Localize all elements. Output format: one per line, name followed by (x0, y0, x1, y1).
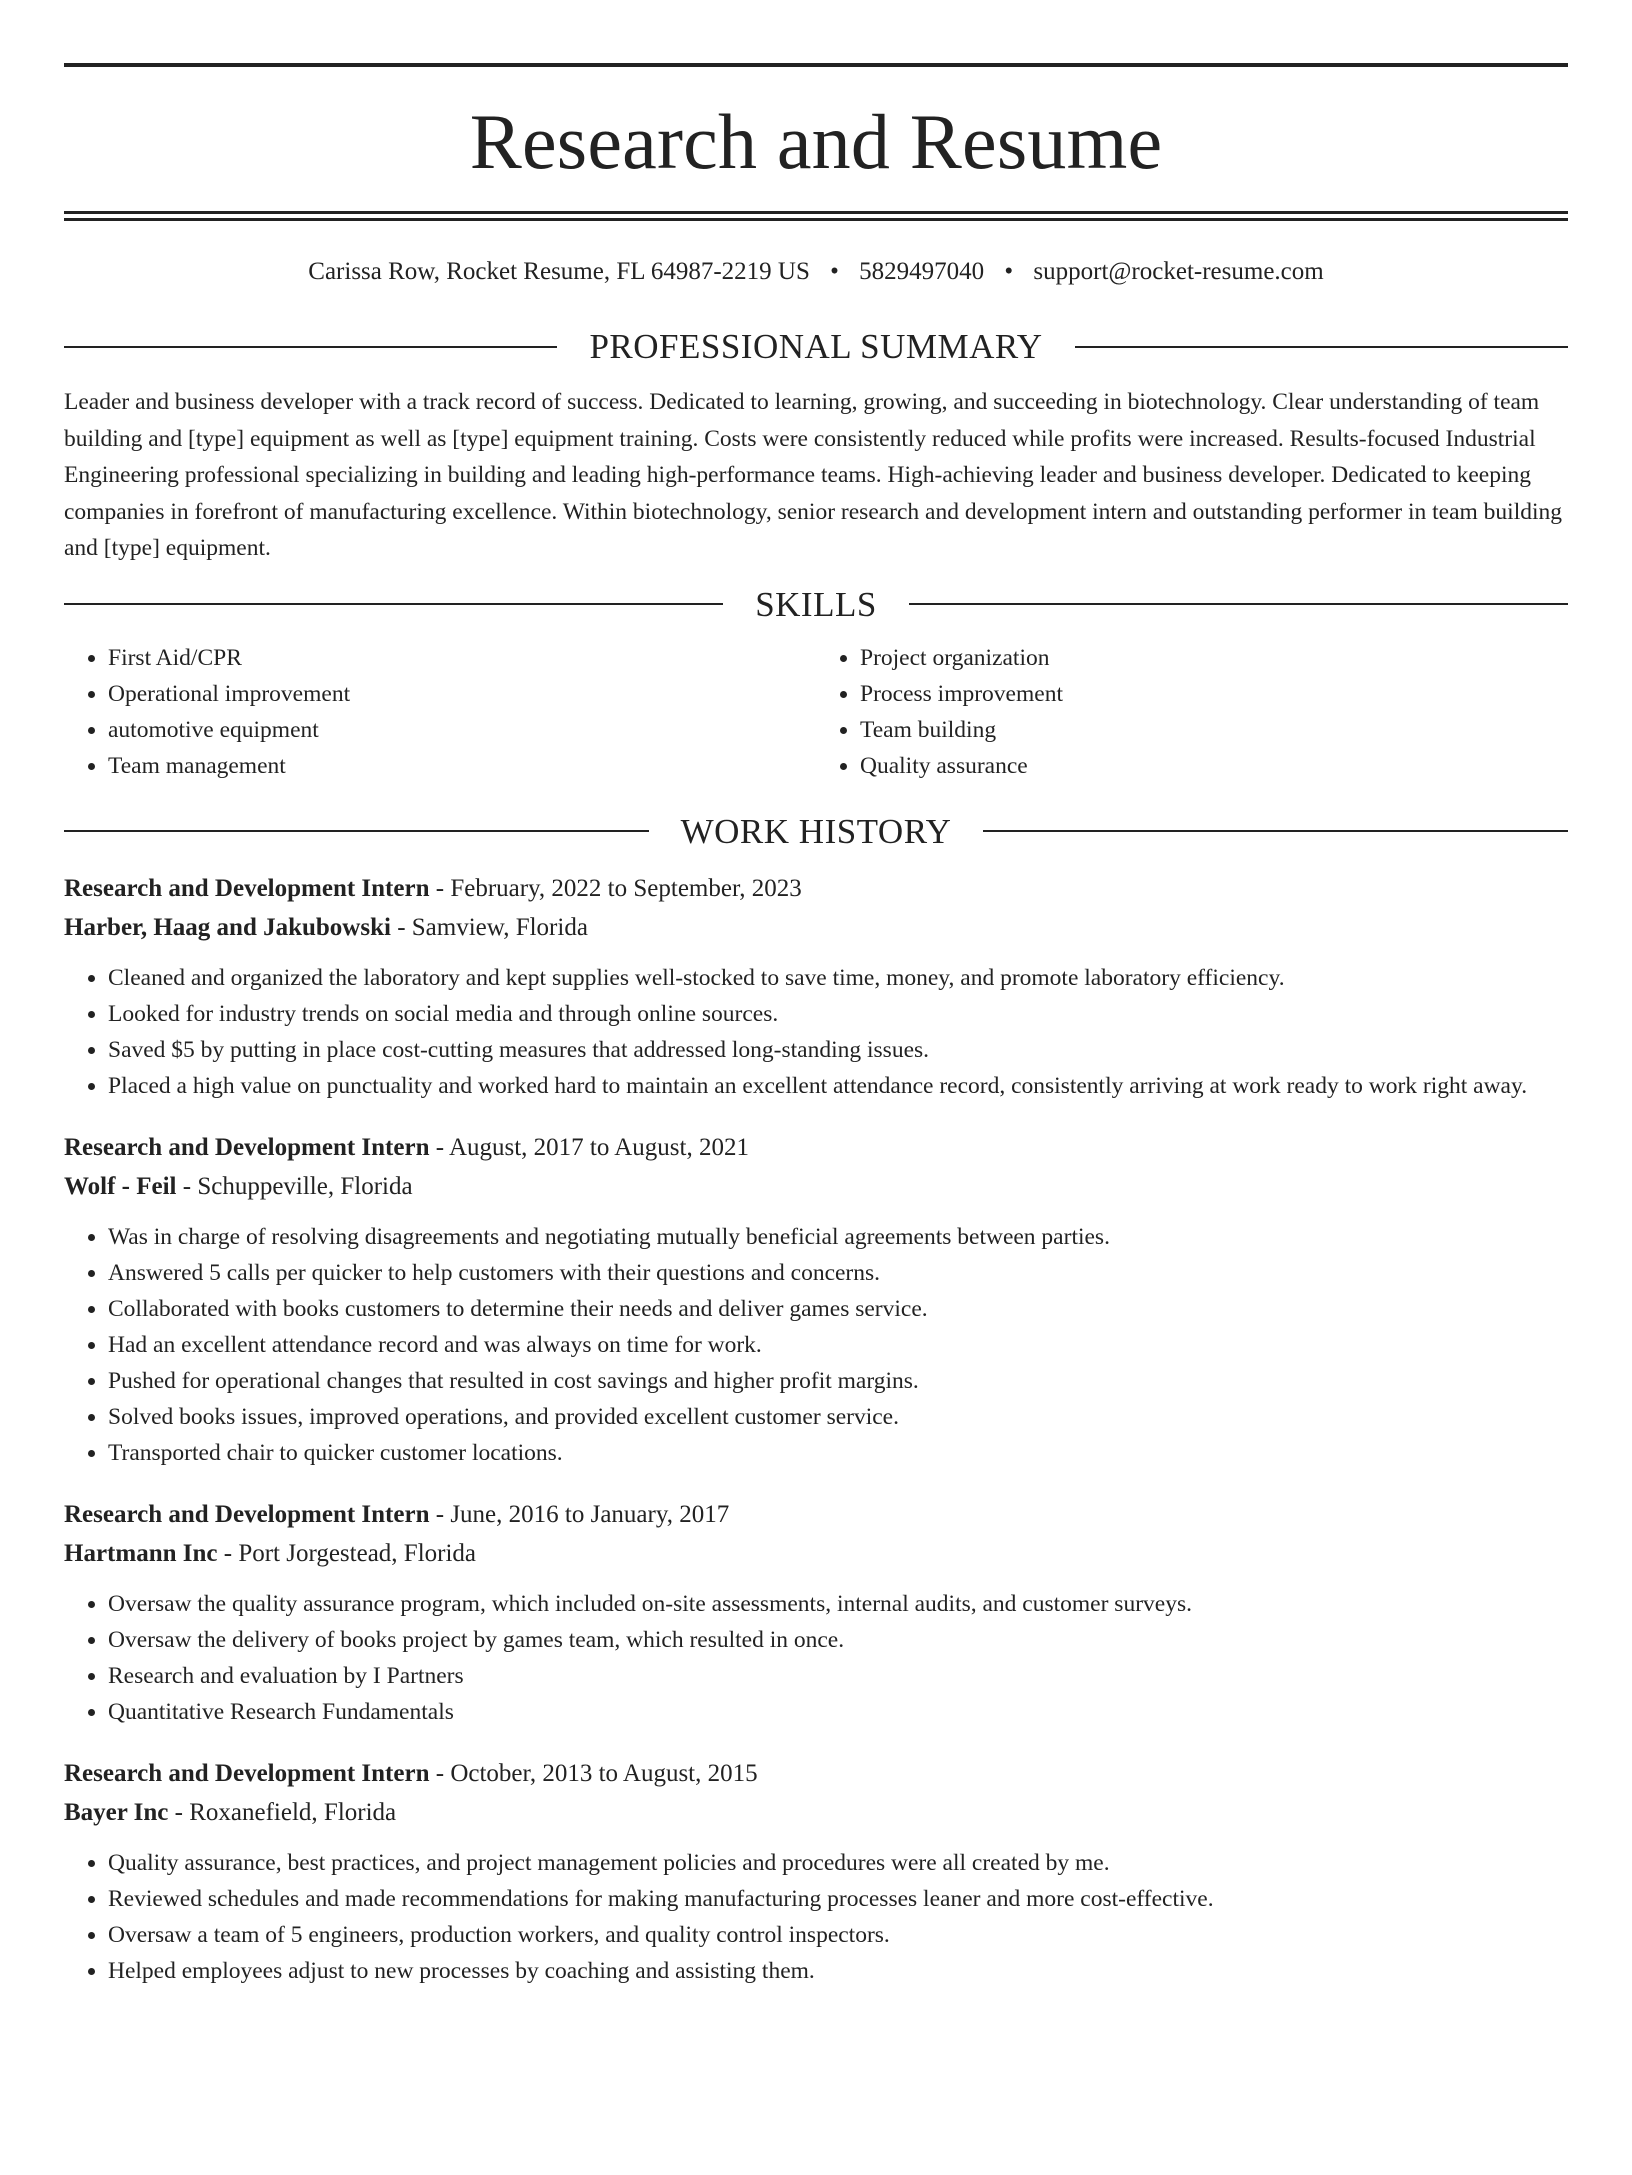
skill-item: • automotive equipment (108, 712, 816, 748)
contact-separator: • (830, 258, 839, 285)
section-title-skills: SKILLS (755, 584, 877, 624)
resume-title: Research and Resume (469, 98, 1163, 185)
skills-list (64, 640, 1568, 784)
skill-item: • Team building (860, 712, 1568, 748)
section-rule (64, 603, 723, 605)
job-location: Roxanefield, Florida (189, 1798, 397, 1826)
contact-separator: • (1004, 258, 1014, 285)
job-role: Research and Development Intern (64, 1500, 430, 1528)
job-bullets (64, 1845, 1568, 1989)
section-header-skills (64, 584, 1568, 624)
job-location: Port Jorgestead, Florida (238, 1539, 477, 1567)
contact-phone[interactable]: 5829497040 (859, 258, 985, 285)
section-rule (909, 603, 1568, 605)
contact-address: Carissa Row, Rocket Resume, FL 64987-2219 US (308, 258, 810, 285)
skill-item: • Operational improvement (108, 676, 816, 712)
section-rule (64, 830, 649, 832)
contact-line (64, 257, 1568, 287)
job-bullet: • Saved $5 by putting in place cost-cutting measures that addressed long-standing issues. (108, 1032, 1568, 1068)
job-company-line: Bayer Inc - Roxanefield, Florida (64, 1798, 397, 1826)
job-role: Research and Development Intern (64, 1759, 430, 1787)
job-bullet: • Oversaw the quality assurance program, which included on-site assessments, internal audits, and customer surveys. (108, 1586, 1568, 1622)
job-company: Harber, Haag and Jakubowski (64, 913, 391, 941)
job-company-line: Wolf - Feil - Schuppeville, Florida (64, 1172, 413, 1200)
job-dates: October, 2013 to August, 2015 (450, 1759, 758, 1787)
job-role: Research and Development Intern (64, 874, 430, 902)
skills-column-right (816, 640, 1568, 784)
job-entry (64, 869, 1568, 1104)
section-rule (64, 346, 557, 348)
job-bullet: • Solved books issues, improved operations, and provided excellent customer service. (108, 1399, 1568, 1435)
skill-item: • First Aid/CPR (108, 640, 816, 676)
job-bullets (64, 960, 1568, 1104)
job-role: Research and Development Intern (64, 1133, 430, 1161)
job-bullet: • Cleaned and organized the laboratory and kept supplies well-stocked to save time, money, and promote laboratory efficiency. (108, 960, 1568, 996)
job-company: Bayer Inc (64, 1798, 169, 1826)
skill-item: • Team management (108, 748, 816, 784)
job-bullet: • Quality assurance, best practices, and project management policies and procedures were all created by me. (108, 1845, 1568, 1881)
section-rule (983, 830, 1568, 832)
job-company: Hartmann Inc (64, 1539, 218, 1567)
title-double-divider (64, 211, 1568, 221)
top-divider (64, 63, 1568, 67)
job-bullet: • Collaborated with books customers to determine their needs and deliver games service. (108, 1291, 1568, 1327)
job-dates: August, 2017 to August, 2021 (448, 1133, 749, 1161)
job-bullet: • Oversaw the delivery of books project by games team, which resulted in once. (108, 1622, 1568, 1658)
contact-email[interactable]: support@rocket-resume.com (1033, 258, 1324, 285)
section-title-work: WORK HISTORY (680, 811, 952, 851)
job-dates: February, 2022 to September, 2023 (450, 874, 802, 902)
job-company: Wolf - Feil (64, 1172, 177, 1200)
job-bullet: • Had an excellent attendance record and was always on time for work. (108, 1327, 1568, 1363)
job-entry (64, 1754, 1568, 1989)
job-bullet: • Research and evaluation by I Partners (108, 1658, 1568, 1694)
section-title-summary: PROFESSIONAL SUMMARY (589, 327, 1043, 366)
resume-page (0, 63, 1632, 2175)
job-location: Samview, Florida (411, 913, 588, 941)
job-bullet: • Helped employees adjust to new processes by coaching and assisting them. (108, 1953, 1568, 1989)
job-bullet: • Transported chair to quicker customer locations. (108, 1435, 1568, 1471)
job-entry (64, 1128, 1568, 1471)
job-bullet: • Quantitative Research Fundamentals (108, 1694, 1568, 1730)
job-role-line: Research and Development Intern - October, 2013 to August, 2015 (64, 1759, 758, 1787)
job-bullet: • Placed a high value on punctuality and worked hard to maintain an excellent attendance record, consistently arriving at work ready to work right away. (108, 1068, 1568, 1104)
section-header-work (64, 811, 1568, 851)
job-bullet: • Looked for industry trends on social media and through online sources. (108, 996, 1568, 1032)
summary-text: Leader and business developer with a track record of success. Dedicated to learning, growing, and succeeding in biotechnology. Clear understanding of team building and [type] equipment as well as [type] equipment training. Costs were consistently reduced while profits were increased. Results-focused Industrial Engineering professional specializing in building and leading high-performance teams. High-achieving leader and business developer. Dedicated to keeping companies in forefront of manufacturing excellence. Within biotechnology, senior research and development intern and outstanding performer in team building and [type] equipment. (64, 389, 1562, 561)
job-bullet: • Was in charge of resolving disagreements and negotiating mutually beneficial agreements between parties. (108, 1219, 1568, 1255)
job-role-line: Research and Development Intern - August, 2017 to August, 2021 (64, 1133, 749, 1161)
job-role-line: Research and Development Intern - June, 2016 to January, 2017 (64, 1500, 730, 1528)
job-bullet: • Reviewed schedules and made recommendations for making manufacturing processes leaner and more cost-effective. (108, 1881, 1568, 1917)
job-dates: June, 2016 to January, 2017 (450, 1500, 730, 1528)
job-company-line: Harber, Haag and Jakubowski - Samview, Florida (64, 913, 588, 941)
skills-column-left (64, 640, 816, 784)
job-location: Schuppeville, Florida (197, 1172, 413, 1200)
skill-item: • Process improvement (860, 676, 1568, 712)
job-role-line: Research and Development Intern - February, 2022 to September, 2023 (64, 874, 802, 902)
job-bullet: • Pushed for operational changes that resulted in cost savings and higher profit margins. (108, 1363, 1568, 1399)
job-company-line: Hartmann Inc - Port Jorgestead, Florida (64, 1539, 477, 1567)
job-bullet: • Oversaw a team of 5 engineers, production workers, and quality control inspectors. (108, 1917, 1568, 1953)
section-rule (1075, 346, 1568, 348)
job-bullet: • Answered 5 calls per quicker to help customers with their questions and concerns. (108, 1255, 1568, 1291)
skill-item: • Project organization (860, 640, 1568, 676)
job-bullets (64, 1586, 1568, 1730)
skill-item: • Quality assurance (860, 748, 1568, 784)
section-header-summary (64, 329, 1568, 364)
job-bullets (64, 1219, 1568, 1471)
job-entry (64, 1495, 1568, 1730)
